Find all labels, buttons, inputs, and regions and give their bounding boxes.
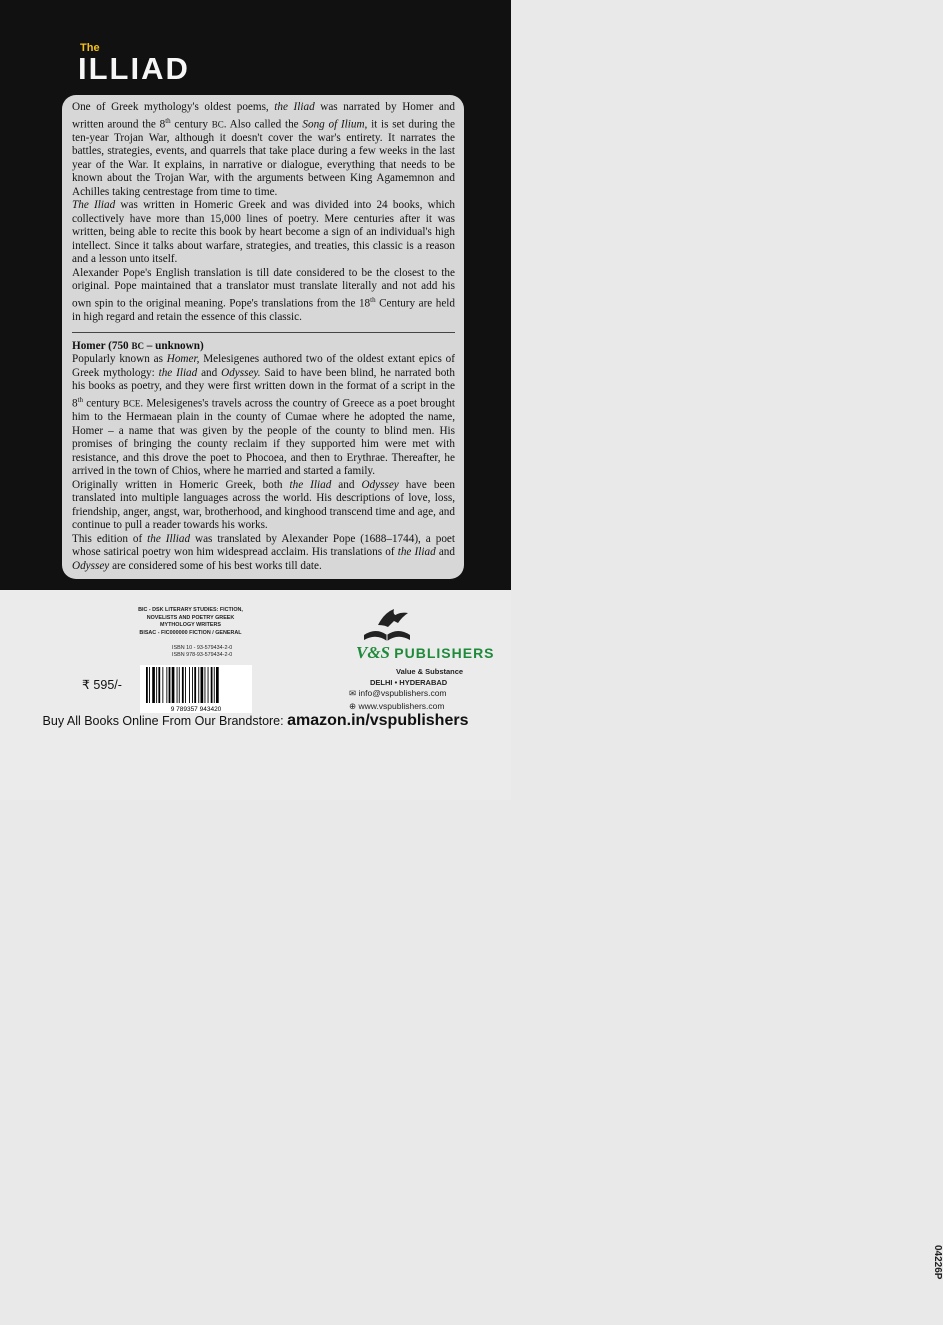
bio-heading bbox=[72, 339, 455, 353]
publisher-email bbox=[349, 688, 447, 699]
paragraph: The Iliad was written in Homeric Greek and was divided into 24 books, which collectively have more than 15,000 lines of poetry. Mere centuries after it was written, being able to recite this book by heart become a sign of an individual's high intellect. Since it talks about warfare, strategies, and treaties, this classic is a reason and a lesson unto itself. bbox=[72, 199, 455, 266]
blurb-panel bbox=[62, 95, 464, 579]
paragraph: Alexander Pope's English translation is till date considered to be the closest to the original. Pope maintained that a translator must translate literally and not add his own spin to the original meaning. Pope's translations from the 18th Century are held in high regard and retain the essence of this classic. bbox=[72, 266, 455, 323]
bisac-line: MYTHOLOGY WRITERS bbox=[160, 622, 221, 628]
barcode-bar bbox=[198, 667, 199, 703]
barcode-bar bbox=[208, 667, 209, 703]
publisher-website bbox=[349, 701, 444, 712]
isbn-13: ISBN 978-93-579434-2-0 bbox=[172, 652, 233, 658]
publisher-cities: DELHI • HYDERABAD bbox=[370, 678, 448, 687]
price: ₹ 595/- bbox=[82, 678, 122, 692]
barcode-bar bbox=[211, 667, 213, 703]
isbn-10: ISBN 10 - 93-579434-2-0 bbox=[172, 645, 233, 651]
barcode-bar bbox=[189, 667, 190, 703]
buy-lead: Buy All Books Online From Our Brandstore: bbox=[42, 714, 288, 728]
book-bird-logo bbox=[358, 605, 416, 645]
barcode-bar bbox=[172, 667, 175, 703]
author-bio bbox=[72, 353, 455, 573]
barcode-bar bbox=[201, 667, 204, 703]
website-text: www.vspublishers.com bbox=[358, 701, 445, 711]
envelope-icon: ✉ bbox=[349, 688, 357, 698]
paragraph: One of Greek mythology's oldest poems, the Iliad was narrated by Homer and written around the 8th century BC. Also called the Song of Ilium, it is set during the ten-year Trojan War, although it doesn't cover the war's entirety. It narrates the battles, strategies, events, and quarrels that take place during a few weeks in the last year of the War. It explains, in narrative or dialogue, everything that needs to be known about the Trojan War, with the arguments between King Agamemnon and Achilles taking centrestage from time to time. bbox=[72, 101, 456, 198]
title-prefix: The bbox=[80, 42, 100, 54]
synopsis bbox=[72, 101, 455, 324]
buy-site: amazon.in/vspublishers bbox=[287, 712, 469, 729]
product-code-wrap bbox=[480, 620, 943, 1280]
barcode-bar bbox=[205, 667, 206, 703]
globe-icon: ⊕ bbox=[349, 701, 357, 711]
barcode-number: 9 789357 943420 bbox=[170, 706, 222, 713]
barcode-bar bbox=[182, 667, 184, 703]
publisher-prefix: V&S bbox=[356, 643, 391, 662]
publisher-name bbox=[356, 643, 495, 663]
divider bbox=[72, 332, 455, 333]
publisher-tagline: Value & Substance bbox=[396, 667, 464, 676]
barcode-bar bbox=[185, 667, 186, 703]
barcode-bar bbox=[152, 667, 155, 703]
barcode-bar bbox=[158, 667, 160, 703]
bio-heading-tail: – unknown) bbox=[143, 340, 204, 353]
bio-heading-bc: BC bbox=[131, 341, 144, 352]
barcode-bar bbox=[177, 667, 178, 703]
bisac-block bbox=[128, 607, 253, 637]
cover-dark-area bbox=[0, 0, 511, 590]
barcode-bar bbox=[169, 667, 171, 703]
barcode bbox=[140, 665, 252, 713]
paragraph: Originally written in Homeric Greek, both the Iliad and Odyssey have been translated into multiple languages across the world. His descriptions of love, loss, friendship, anger, angst, war, brotherhood, and kinghood transcend time and age, and continue to pull a reader towards his works. bbox=[72, 478, 455, 532]
barcode-bar bbox=[166, 667, 167, 703]
product-code: 04226P bbox=[932, 1245, 943, 1280]
paragraph: This edition of the Illiad was translated by Alexander Pope (1688–1744), a poet whose satirical poetry won him widespread acclaim. His translations of the Iliad and Odyssey are considered some of his best works till date. bbox=[72, 532, 455, 572]
bisac-line: NOVELISTS AND POETRY GREEK bbox=[146, 614, 235, 621]
barcode-bar bbox=[146, 667, 148, 703]
bio-heading-name: Homer (750 bbox=[72, 340, 132, 353]
bisac-line: BISAC - FIC000000 FICTION / GENERAL bbox=[139, 629, 242, 636]
barcode-bar bbox=[149, 667, 150, 703]
barcode-bar bbox=[156, 667, 157, 703]
barcode-bar bbox=[192, 667, 193, 703]
paragraph: Popularly known as Homer, Melesigenes authored two of the oldest extant epics of Greek mythology: the Iliad and Odyssey. Said to have been blind, he narrated both his books as poetry, and they were first written down in the format of a script in the 8th century BCE. Melesigenes's travels across the country of Greece as a poet brought him to the Hermaean plain in the county of Cumae where he adopted the name, Homer – a name that was given by the people of the county to blind men. His promises of bringing the county reclaim if they supported him were met with resistance, and this drove the poet to Phocoea, and then to Erythrae. Thereafter, he arrived in the town of Chios, where he married and started a family. bbox=[72, 353, 456, 478]
publisher-word: PUBLISHERS bbox=[394, 645, 495, 661]
email-text: info@vspublishers.com bbox=[358, 688, 447, 698]
barcode-bar bbox=[194, 667, 196, 703]
barcode-bar bbox=[216, 667, 219, 703]
barcode-bar bbox=[214, 667, 215, 703]
isbn-block bbox=[172, 645, 232, 659]
bisac-line: BIC - DSK LITERARY STUDIES: FICTION, bbox=[138, 607, 243, 613]
barcode-bar bbox=[162, 667, 163, 703]
book-title: ILLIAD bbox=[78, 51, 190, 86]
barcode-bar bbox=[179, 667, 180, 703]
buy-online-line bbox=[0, 712, 511, 730]
